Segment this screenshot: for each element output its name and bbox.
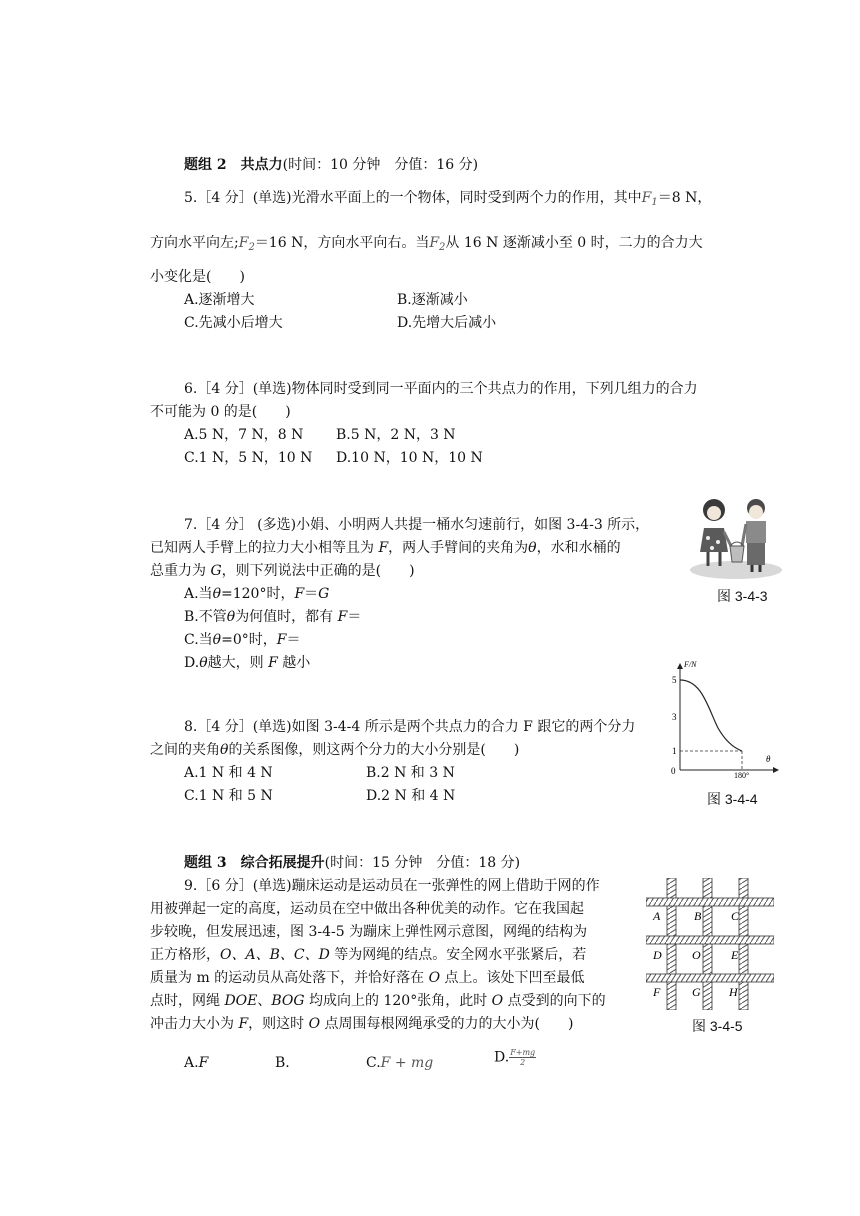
q8-option-c: C.1 N 和 5 N xyxy=(184,788,273,804)
f2-symbol: $F_2$ xyxy=(238,235,255,253)
f1-symbol: $F_1$ xyxy=(641,190,658,208)
q8-line2: 之间的夹角θ的关系图像，则这两个分力的大小分别是( ) xyxy=(150,742,520,758)
q9-line4: 正方格形，O、A、B、C、D 等为网绳的结点。安全网水平张紧后，若 xyxy=(150,947,587,963)
net-label-d: D xyxy=(653,948,662,962)
q6-option-b: B.5 N，2 N，3 N xyxy=(336,427,456,443)
q8-option-d: D.2 N 和 4 N xyxy=(366,788,456,804)
group2-title: 题组 2 共点力 xyxy=(184,157,283,173)
trampoline-net-figure xyxy=(646,878,774,1010)
figure-3-4-3-caption: 图 3-4-3 xyxy=(717,588,768,604)
q9-line6: 点时，网绳 DOE、BOG 均成向上的 120°张角，此时 O 点受到的向下的 xyxy=(150,993,606,1009)
q5-line1: 5.［4 分］(单选)光滑水平面上的一个物体，同时受到两个力的作用，其中$F_1=8$ N， xyxy=(184,190,712,208)
q8-option-a: A.1 N 和 4 N xyxy=(184,765,273,781)
q5-option-c: C.先减小后增大 xyxy=(184,315,283,331)
q9-line1: 9.［6 分］(单选)蹦床运动是运动员在一张弹性的网上借助于网的作 xyxy=(184,878,600,894)
figure-3-4-5-caption: 图 3-4-5 xyxy=(692,1018,743,1034)
q9-option-d: D. $\frac{F+mg}{2}$ xyxy=(494,1048,536,1067)
graph-y-tick-3: 3 xyxy=(672,712,677,722)
q7-line2: 已知两人手臂上的拉力大小相等且为 F，两人手臂间的夹角为θ，水和水桶的 xyxy=(150,540,621,556)
net-label-h: H xyxy=(729,985,738,999)
q7-option-c: C.当θ=0°时，F＝ xyxy=(184,632,301,648)
group3-title: 题组 3 综合拓展提升 xyxy=(184,855,325,871)
q8-option-b: B.2 N 和 3 N xyxy=(366,765,455,781)
graph-y-label: F/N xyxy=(684,660,697,669)
q9-line7: 冲击力大小为 F，则这时 O 点周围每根网绳承受的力的大小为( ) xyxy=(150,1016,574,1032)
graph-y-tick-1: 1 xyxy=(672,746,677,756)
q8-line1: 8.［4 分］(单选)如图 3-4-4 所示是两个共点力的合力 F 跟它的两个分力 xyxy=(184,719,636,735)
net-label-a: A xyxy=(653,909,661,923)
q9-line5: 质量为 m 的运动员从高处落下，并恰好落在 O 点上。该处下凹至最低 xyxy=(150,970,585,986)
graph-x-tick-180: 180° xyxy=(734,771,750,780)
q6-line2: 不可能为 0 的是( ) xyxy=(150,404,291,420)
net-label-e: E xyxy=(731,948,739,962)
group3-meta: (时间：15 分钟 分值：18 分) xyxy=(324,855,521,871)
q7-option-a: A.当θ=120°时，F＝G xyxy=(184,586,330,602)
group2-meta: (时间：10 分钟 分值：16 分) xyxy=(282,157,479,173)
q9-option-c-formula: F + mg xyxy=(380,1055,434,1071)
graph-x-label: θ xyxy=(766,754,771,764)
net-label-f: F xyxy=(653,985,661,999)
q5-option-d: D.先增大后减小 xyxy=(397,315,497,331)
group3-heading xyxy=(184,852,520,872)
kids-bucket-figure xyxy=(688,494,784,580)
group2-heading xyxy=(184,154,478,174)
net-label-o: O xyxy=(692,948,701,962)
q5-option-b: B.逐渐减小 xyxy=(397,292,468,308)
q9-option-b: B. xyxy=(275,1055,290,1071)
graph-origin-label: 0 xyxy=(671,766,676,776)
q7-line1: 7.［4 分］ (多选)小娟、小明两人共提一桶水匀速前行，如图 3-4-3 所示， xyxy=(184,517,650,533)
q9-option-c: C.F + mg xyxy=(366,1055,434,1071)
f2-symbol: $F_2$ xyxy=(429,235,446,253)
force-angle-graph xyxy=(662,658,782,780)
q6-option-a: A.5 N，7 N，8 N xyxy=(184,427,304,443)
q6-line1: 6.［4 分］(单选)物体同时受到同一平面内的三个共点力的作用，下列几组力的合力 xyxy=(184,381,698,397)
q5-line3: 小变化是( ) xyxy=(150,269,245,285)
q5-line2: 方向水平向左$;F_2=16$ N，方向水平向右。当$F_2$从 16 N 逐渐减小至 0 时，二力的合力大 xyxy=(150,235,703,253)
figure-3-4-4-caption: 图 3-4-4 xyxy=(707,791,758,807)
q7-option-d: D.θ越大，则 F 越小 xyxy=(184,655,311,671)
q7-line3: 总重力为 G，则下列说法中正确的是( ) xyxy=(150,563,415,579)
q9-option-a: A.F xyxy=(184,1055,209,1071)
q5-option-a: A.逐渐增大 xyxy=(184,292,255,308)
q9-line3: 步较晚，但发展迅速，图 3-4-5 为蹦床上弹性网示意图，网绳的结构为 xyxy=(150,924,588,940)
net-label-b: B xyxy=(694,909,702,923)
graph-y-tick-5: 5 xyxy=(672,675,677,685)
q9-line2: 用被弹起一定的高度，运动员在空中做出各种优美的动作。它在我国起 xyxy=(150,901,584,917)
q6-option-d: D.10 N，10 N，10 N xyxy=(336,450,483,466)
q9-option-d-fraction: $\frac{F+mg}{2}$ xyxy=(510,1048,536,1067)
net-label-g: G xyxy=(692,985,701,999)
q6-option-c: C.1 N，5 N，10 N xyxy=(184,450,313,466)
graph-curve xyxy=(680,680,742,751)
net-label-c: C xyxy=(731,909,740,923)
q7-option-b: B.不管θ为何值时，都有 F＝ xyxy=(184,609,362,625)
